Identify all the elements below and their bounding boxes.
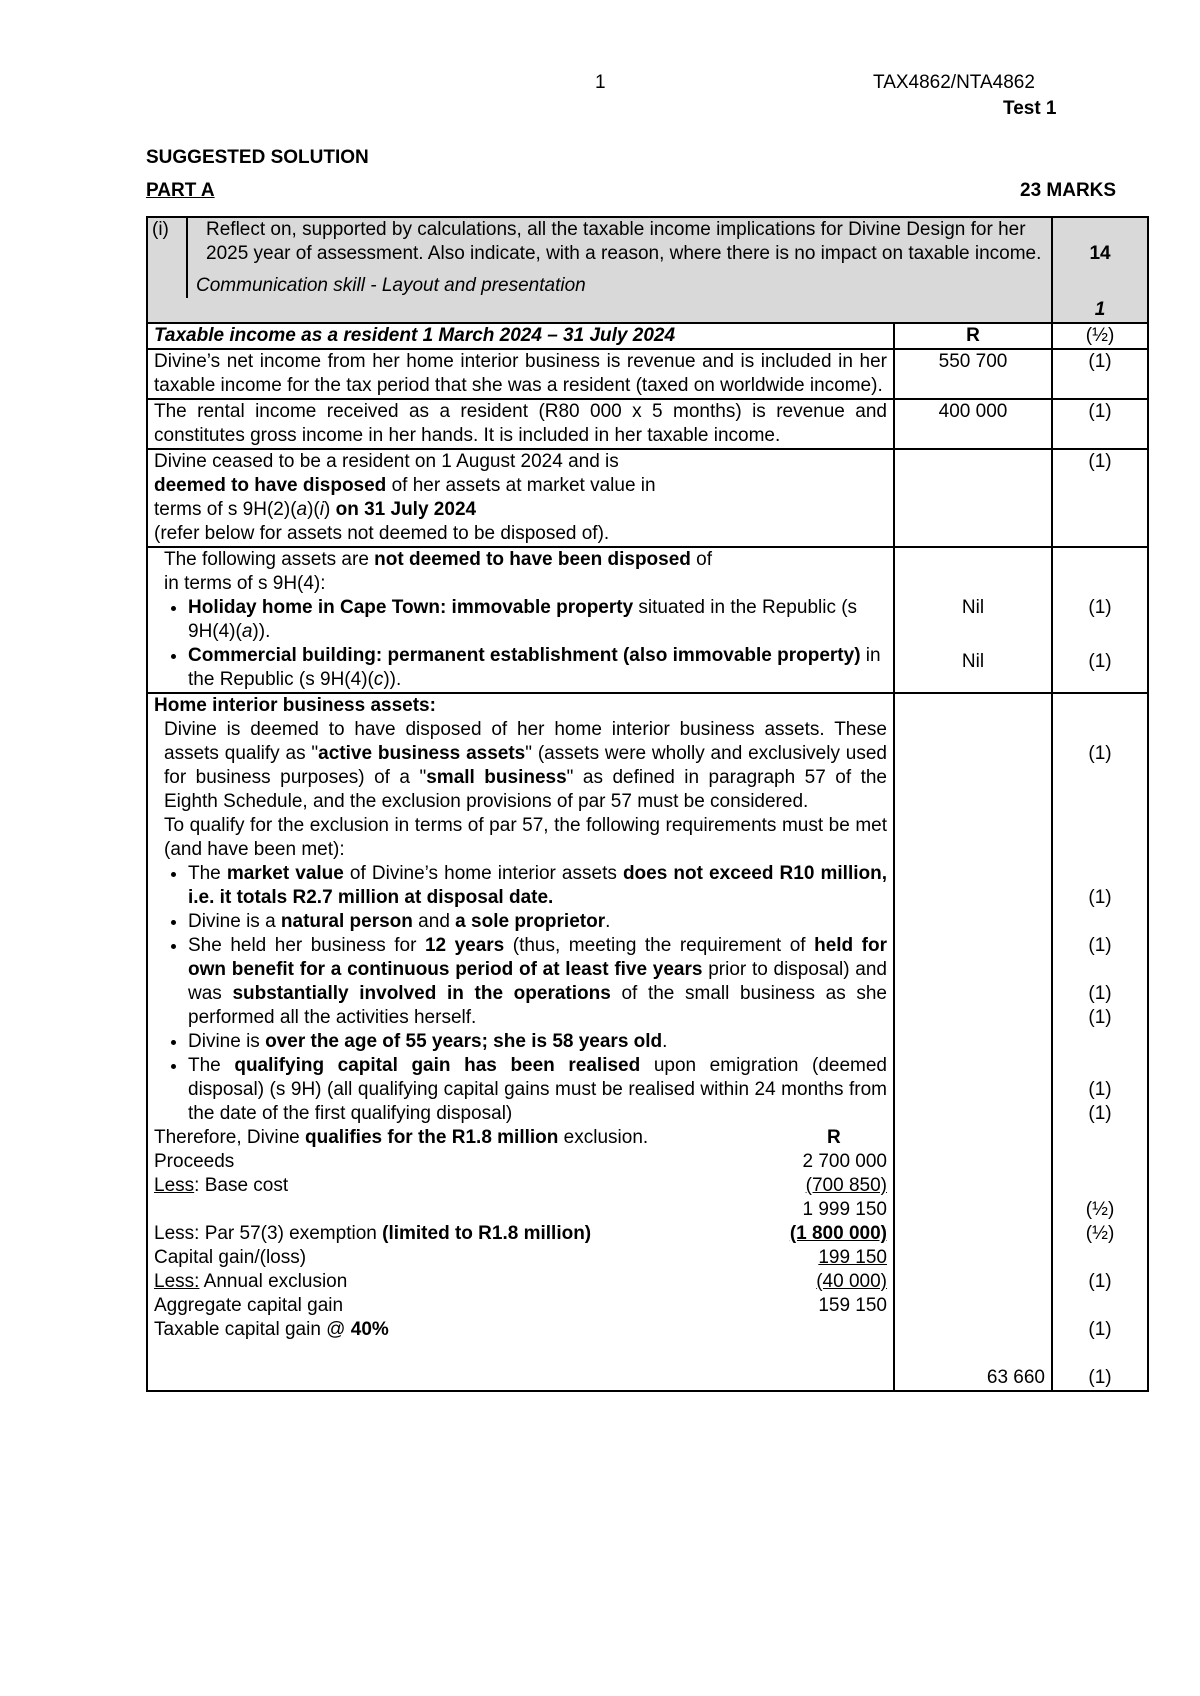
req2-c: and [412,911,456,932]
calc-label [154,1174,288,1198]
therefore-a: Therefore, Divine [154,1127,306,1148]
holiday-home-amount: Nil [961,597,985,618]
taxable-a: Taxable capital gain @ [154,1319,351,1340]
req5-a: The [188,1055,235,1076]
ceased-text [147,449,894,547]
communication-skill: Communication skill - Layout and presentation [196,275,586,296]
question-row [147,217,1148,323]
commercial-building-bold: Commercial building: permanent establishment (also immovable property) [188,645,861,666]
calc-label-u: Less: [154,1271,200,1292]
course-code: TAX4862/NTA4862 [873,72,1035,93]
business-para-1 [154,718,887,814]
not-deemed-text [147,547,894,693]
commercial-building-amount: Nil [961,651,985,672]
holiday-home-mark: (1) [1088,597,1112,618]
table-header-marks: (½) [1052,323,1148,349]
part-marks: 23 MARKS [1020,180,1117,201]
question-text [188,218,1051,298]
question-marks: 14 [1089,243,1111,264]
table-header-row [147,323,1148,349]
req3-d: held for own benefit for a continuous period of at least five years [188,935,887,980]
holiday-home-ref-i: a [241,621,253,642]
net-income-amount: 550 700 [894,349,1052,399]
not-deemed-list [154,596,887,692]
calc-label: Proceeds [154,1151,235,1172]
calc-value: (1 800 000) [789,1223,887,1244]
req3-mark-1: (1) [1088,983,1112,1004]
req4-a: Divine is [188,1031,266,1052]
ceased-ref-i1: a [296,499,308,520]
ceased-bold: deemed to have disposed [154,475,387,496]
table-row [147,399,1148,449]
calc-mark: (1) [1088,1319,1112,1340]
calc-r-header: R [827,1127,841,1148]
ceased-line-2-text: of her assets at market value in [386,475,656,496]
calc-value: 1 999 150 [802,1199,887,1220]
calc-mark: (1) [1088,1271,1112,1292]
communication-marks: 1 [1094,299,1106,320]
part-label: PART A [146,180,215,201]
therefore-text [154,1126,648,1150]
req2-d: a sole proprietor [455,911,606,932]
requirements-list [154,862,887,1126]
req1-a: The [188,863,227,884]
business-p1-b: active business assets [318,743,526,764]
list-item [188,910,887,934]
req1-b: market value [226,863,344,884]
test-label: Test 1 [1003,98,1057,119]
net-income-text: Divine’s net income from her home interior business is revenue and is included in her taxable income for the tax period that she was a resident (taxed on worldwide income). [147,349,894,399]
calc-row [154,1270,887,1294]
req4-b: over the age of 55 years; she is 58 years old [265,1031,663,1052]
calc-label-rest: Annual exclusion [199,1271,348,1292]
rental-mark: (1) [1052,399,1148,449]
taxable-b: 40% [350,1319,389,1340]
therefore-b: qualifies for the R1.8 million [305,1127,559,1148]
req3-g: of the small business as she performed all the activities herself. [188,983,887,1028]
calc-value: 159 150 [818,1295,887,1316]
list-item [188,596,887,644]
taxable-capital-gain-amount: 63 660 [894,693,1052,1391]
list-item [188,644,887,692]
question-number: (i) [148,218,188,298]
calc-row [154,1222,887,1246]
req3-c: (thus, meeting the requirement of [504,935,815,956]
taxable-mark: (1) [1088,1367,1112,1388]
table-row [147,349,1148,399]
req3-e: prior to disposal) and was [188,959,887,1004]
calc-label-u: Less [154,1175,195,1196]
ceased-ref-b: )( [307,499,320,520]
not-deemed-intro-1: The following assets are [164,549,375,570]
calc-row [154,1174,887,1198]
therefore-c: exclusion. [558,1127,649,1148]
req1-c: of Divine’s home interior assets [343,863,623,884]
req3-b: 12 years [424,935,505,956]
page-number: 1 [595,72,606,93]
business-p1-c: " (assets were wholly and exclusively used for business purposes) of a " [164,743,888,788]
req5-b: qualifying capital gain has been realised [234,1055,641,1076]
calc-row [154,1198,887,1222]
ceased-line-3 [154,498,887,522]
ceased-amount [894,449,1052,547]
solution-table [146,216,1149,1392]
ceased-date: on 31 July 2024 [330,499,477,520]
commercial-building-text: in the Republic (s 9H(4)( [188,645,881,690]
table-header-label: Taxable income as a resident 1 March 2024 – 31 July 2024 [147,323,894,349]
calc-label-b: (limited to R1.8 million) [382,1223,592,1244]
document-title: SUGGESTED SOLUTION [146,147,369,168]
business-para-2: To qualify for the exclusion in terms of par 57, the following requirements must be met (and have been met): [164,815,887,860]
calc-value: 2 700 000 [802,1151,887,1172]
business-text [147,693,894,1391]
commercial-building-ref-c: )). [383,669,402,690]
holiday-home-ref-c: )). [252,621,271,642]
business-p1-mark: (1) [1088,743,1112,764]
req5-mark: (1) [1088,1103,1112,1124]
commercial-building-mark: (1) [1088,651,1112,672]
ceased-line-4: (refer below for assets not deemed to be disposed of). [154,523,610,544]
calc-row [154,1246,887,1270]
calc-label [154,1270,347,1294]
list-item [188,1030,887,1054]
list-item [188,862,887,910]
req2-mark: (1) [1088,935,1112,956]
commercial-building-ref-i: c [373,669,384,690]
not-deemed-intro-2: of [690,549,713,570]
calc-value: (700 850) [805,1175,887,1196]
calc-row [154,1294,887,1318]
calc-label-rest: : Base cost [194,1175,289,1196]
req2-a: Divine is a [188,911,281,932]
calc-row [154,1150,887,1174]
list-item [188,1054,887,1126]
calc-value: (40 000) [816,1271,887,1292]
business-p1-a: Divine is deemed to have disposed of her home interior business assets. These assets qualify as " [164,719,887,764]
calc-label-a: Less: Par 57(3) exemption [154,1223,383,1244]
calc-label [154,1222,591,1246]
req4-c: . [662,1031,668,1052]
holiday-home-bold: Holiday home in Cape Town: immovable property [188,597,634,618]
calc-value: 199 150 [818,1247,887,1268]
not-deemed-intro [154,548,887,572]
rental-amount: 400 000 [894,399,1052,449]
calc-mark: (½) [1085,1223,1115,1244]
req1-mark: (1) [1088,887,1112,908]
therefore-line [154,1126,887,1150]
rental-text: The rental income received as a resident (R80 000 x 5 months) is revenue and constitutes gross income in her hands. It is included in her taxable income. [147,399,894,449]
ceased-ref-c: ) [324,499,331,520]
net-income-mark: (1) [1052,349,1148,399]
ceased-mark: (1) [1052,449,1148,547]
taxable-capital-gain-label [154,1318,887,1342]
ceased-line-2 [154,474,887,498]
req2-b: natural person [280,911,413,932]
question-text-body: Reflect on, supported by calculations, all the taxable income implications for Divine Design for her 2025 year of assessment. Also indicate, with a reason, where there is no impact on taxable income. [206,219,1042,264]
business-heading: Home interior business assets: [154,695,436,716]
holiday-home-text: situated in the Republic (s 9H(4)( [188,597,858,642]
table-row [147,547,1148,693]
req4-mark: (1) [1088,1079,1112,1100]
ceased-ref-a: terms of s 9H(2)( [154,499,297,520]
table-header-r: R [894,323,1052,349]
calc-label: Aggregate capital gain [154,1295,344,1316]
table-row [147,693,1148,1391]
not-deemed-intro-bold: not deemed to have been disposed [374,549,691,570]
calc-label: Capital gain/(loss) [154,1247,307,1268]
ceased-ref-i2: i [319,499,324,520]
ceased-line-1: Divine ceased to be a resident on 1 August 2024 and is [154,451,619,472]
table-row [147,449,1148,547]
req3-f: substantially involved in the operations [232,983,611,1004]
req3-mark-2: (1) [1088,1007,1112,1028]
req3-a: She held her business for [188,935,425,956]
req5-c: upon emigration (deemed disposal) (s 9H) (all qualifying capital gains must be realised within 24 months from the date of the first qualifying disposal) [188,1055,887,1124]
req2-e: . [605,911,611,932]
list-item [188,934,887,1030]
business-p1-e: " as defined in paragraph 57 of the Eighth Schedule, and the exclusion provisions of par 57 must be considered. [164,767,888,812]
business-p1-d: small business [426,767,567,788]
req1-d: does not exceed R10 million, i.e. it totals R2.7 million at disposal date. [188,863,887,908]
calc-mark: (½) [1085,1199,1115,1220]
not-deemed-intro-line-2: in terms of s 9H(4): [164,573,326,594]
